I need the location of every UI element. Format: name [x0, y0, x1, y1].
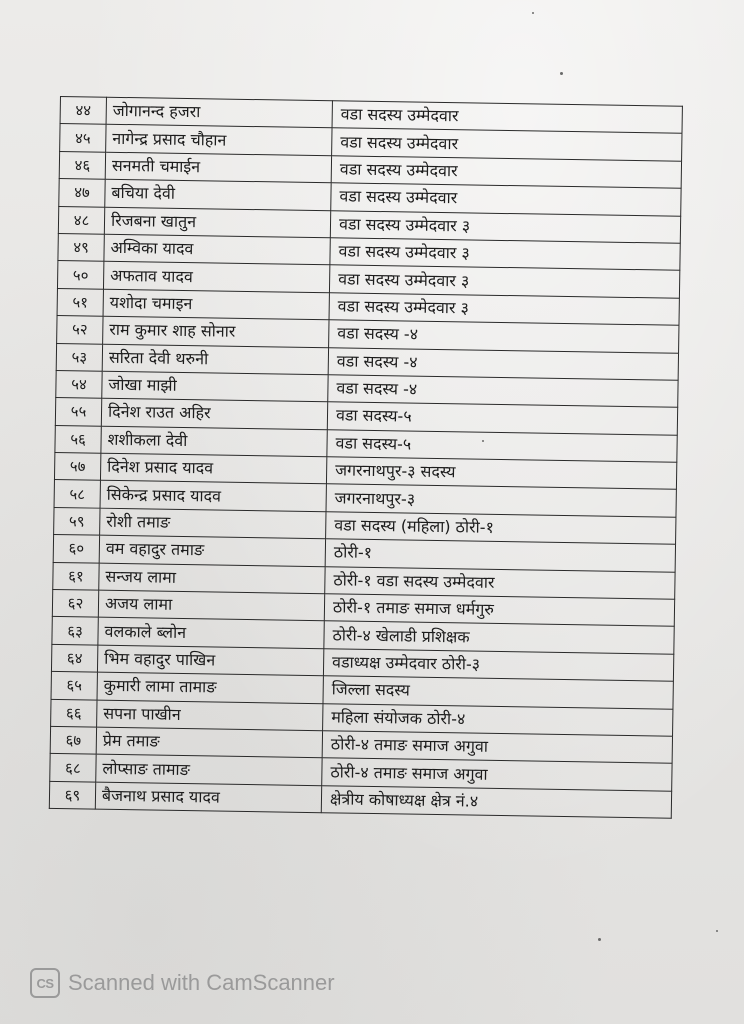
candidate-name: अम्विका यादव [104, 234, 330, 265]
candidate-role: वडा सदस्य-५ [327, 402, 677, 435]
candidate-name: वम वहादुर तमाङ [99, 535, 325, 566]
table-body [49, 97, 682, 819]
row-number: ५१ [57, 288, 103, 316]
candidate-role: ठोरी-४ तमाङ समाज अगुवा [322, 758, 672, 791]
row-number: ६९ [49, 781, 95, 809]
candidate-name: अजय लामा [98, 590, 324, 621]
candidate-name: सनमती चमाईन [105, 152, 331, 183]
candidate-role: वडा सदस्य उम्मेदवार ३ [330, 210, 680, 243]
candidate-name: जोखा माझी [102, 371, 328, 402]
row-number: ४९ [58, 233, 104, 261]
row-number: ५६ [55, 425, 101, 453]
candidate-role: ठोरी-१ वडा सदस्य उम्मेदवार [325, 566, 675, 599]
candidate-name: लोप्साङ तामाङ [96, 755, 322, 786]
candidate-name: राम कुमार शाह सोनार [103, 316, 329, 347]
camscanner-watermark [30, 968, 335, 998]
candidate-name: दिनेश प्रसाद यादव [100, 453, 326, 484]
candidate-role: जगरनाथपुर-३ [326, 484, 676, 517]
candidate-name: भिम वहादुर पाखिन [97, 645, 323, 676]
candidate-list-table [49, 96, 683, 819]
row-number: ५९ [54, 507, 100, 535]
candidate-role: क्षेत्रीय कोषाध्यक्ष क्षेत्र नं.४ [321, 785, 671, 818]
candidate-name: बचिया देवी [105, 179, 331, 210]
candidate-role: वडा सदस्य उम्मेदवार [331, 156, 681, 189]
candidate-name: वलकाले ब्लोन [98, 618, 324, 649]
scan-speck [532, 12, 534, 14]
candidate-role: वडा सदस्य उम्मेदवार ३ [330, 238, 680, 271]
candidate-role: वडा सदस्य -४ [329, 320, 679, 353]
candidate-name: रोशी तमाङ [100, 508, 326, 539]
candidate-role: ठोरी-४ तमाङ समाज अगुवा [322, 731, 672, 764]
row-number: ६० [53, 535, 99, 563]
candidate-name: बैजनाथ प्रसाद यादव [95, 782, 321, 813]
scan-speck [482, 440, 484, 442]
row-number: ४४ [60, 97, 106, 125]
scan-speck [598, 938, 601, 941]
candidate-role: वडा सदस्य उम्मेदवार [332, 128, 682, 161]
candidate-role: ठोरी-४ खेलाडी प्रशिक्षक [324, 621, 674, 654]
row-number: ६१ [53, 562, 99, 590]
candidate-role: वडा सदस्य उम्मेदवार ३ [329, 265, 679, 298]
candidate-name: सपना पाखीन [97, 700, 323, 731]
row-number: ५२ [57, 316, 103, 344]
candidate-role: वडा सदस्य उम्मेदवार ३ [329, 292, 679, 325]
row-number: ५८ [54, 480, 100, 508]
candidate-role: वडा सदस्य उम्मेदवार [331, 183, 681, 216]
row-number: ६७ [50, 726, 96, 754]
row-number: ६६ [51, 699, 97, 727]
candidate-role: वडा सदस्य (महिला) ठोरी-१ [326, 512, 676, 545]
candidate-role: वडा सदस्य -४ [328, 375, 678, 408]
candidate-role: जिल्ला सदस्य [323, 676, 673, 709]
candidate-name: अफताव यादव [103, 262, 329, 293]
candidate-name: कुमारी लामा तामाङ [97, 672, 323, 703]
row-number: ४७ [59, 179, 105, 207]
candidate-name: सरिता देवी थरुनी [102, 344, 328, 375]
camscanner-logo-icon: CS [30, 968, 60, 998]
candidate-name: जोगानन्द हजरा [106, 97, 332, 128]
row-number: ६८ [50, 754, 96, 782]
row-number: ४८ [58, 206, 104, 234]
scan-speck [560, 72, 563, 75]
candidate-name: दिनेश राउत अहिर [101, 398, 327, 429]
row-number: ६२ [52, 589, 98, 617]
row-number: ५४ [56, 370, 102, 398]
candidate-role: वडा सदस्य उम्मेदवार [332, 101, 682, 134]
candidate-role: ठोरी-१ तमाङ समाज धर्मगुरु [324, 594, 674, 627]
row-number: ५० [57, 261, 103, 289]
candidate-role: महिला संयोजक ठोरी-४ [323, 703, 673, 736]
candidate-role: वडा सदस्य -४ [328, 347, 678, 380]
candidate-name: सन्जय लामा [99, 563, 325, 594]
candidate-role: वडा सदस्य-५ [327, 429, 677, 462]
candidate-name: शशीकला देवी [101, 426, 327, 457]
candidate-role: जगरनाथपुर-३ सदस्य [326, 457, 676, 490]
row-number: ६५ [51, 672, 97, 700]
candidate-name: सिकेन्द्र प्रसाद यादव [100, 481, 326, 512]
row-number: ६३ [52, 617, 98, 645]
row-number: ५५ [55, 398, 101, 426]
candidate-list-table-wrapper [49, 96, 682, 819]
row-number: ६४ [51, 644, 97, 672]
row-number: ४५ [60, 124, 106, 152]
candidate-name: प्रेम तमाङ [96, 727, 322, 758]
watermark-text: Scanned with CamScanner [68, 970, 335, 995]
candidate-name: नागेन्द्र प्रसाद चौहान [106, 125, 332, 156]
candidate-role: ठोरी-१ [325, 539, 675, 572]
row-number: ५७ [54, 453, 100, 481]
scan-speck [716, 930, 718, 932]
candidate-name: रिजबना खातुन [104, 207, 330, 238]
candidate-role: वडाध्यक्ष उम्मेदवार ठोरी-३ [323, 649, 673, 682]
row-number: ५३ [56, 343, 102, 371]
candidate-name: यशोदा चमाइन [103, 289, 329, 320]
row-number: ४६ [59, 151, 105, 179]
